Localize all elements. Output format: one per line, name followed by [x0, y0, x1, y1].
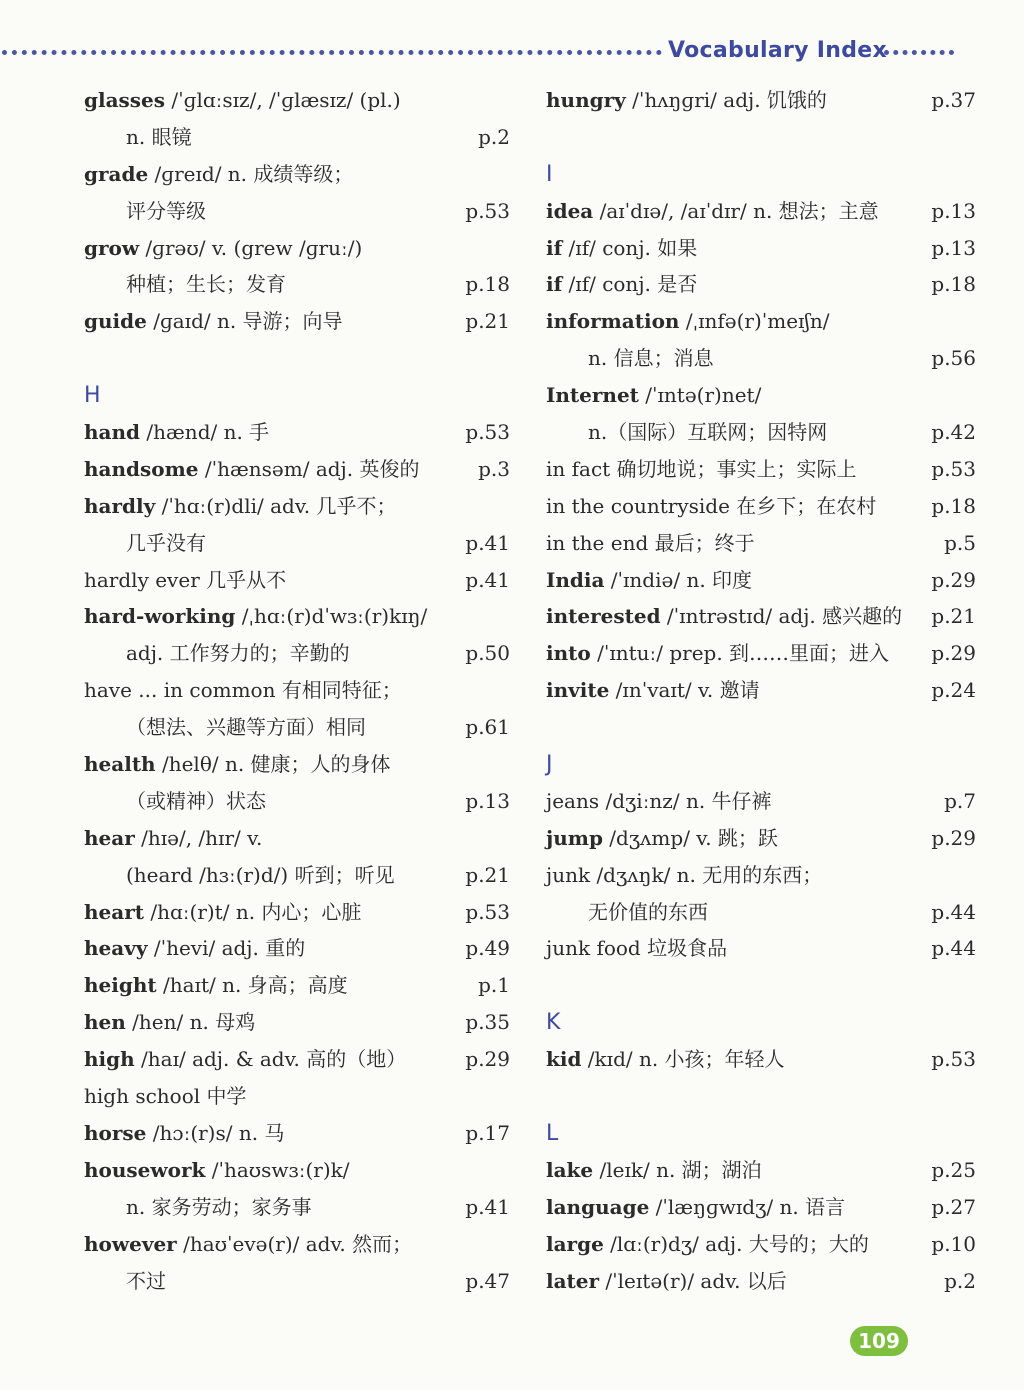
page-ref: p.42: [931, 420, 976, 445]
definition: 种植；生长；发育: [126, 272, 286, 297]
page-ref: p.44: [931, 936, 976, 961]
definition: /hɪə/, /hɪr/ v.: [134, 825, 263, 850]
page-ref: p.21: [931, 604, 976, 629]
definition: jeans /dʒiːnz/ n. 牛仔裤: [546, 788, 772, 813]
vocab-entry: [84, 857, 514, 894]
vocab-entry: [84, 562, 514, 599]
entry-text: [546, 930, 727, 967]
definition: （或精神）状态: [126, 788, 266, 813]
vocab-entry: [546, 1189, 976, 1226]
definition: have ... in common 有相同特征；: [84, 678, 402, 703]
vocab-entry: [546, 672, 976, 709]
headword: if: [546, 235, 563, 260]
page-ref: p.61: [465, 715, 510, 740]
section-letter-label: K: [546, 1010, 561, 1036]
entry-text: [84, 1041, 406, 1078]
page-ref: p.27: [931, 1194, 976, 1219]
definition: /leɪk/ n. 湖；湖泊: [593, 1157, 762, 1182]
definition: /ɪf/ conj. 如果: [562, 235, 698, 260]
entry-text: [84, 119, 192, 156]
page-ref: p.21: [465, 862, 510, 887]
entry-text: [84, 857, 395, 894]
entry-text: [84, 894, 361, 931]
vocab-entry: [546, 377, 976, 414]
page-title: Vocabulary Index: [668, 38, 887, 63]
entry-text: [546, 820, 778, 857]
page-ref: p.53: [465, 198, 510, 223]
headword: Internet: [546, 383, 639, 408]
page-ref: p.49: [465, 936, 510, 961]
right-column: [546, 82, 976, 1299]
headword: housework: [84, 1157, 206, 1182]
headword: health: [84, 752, 156, 777]
definition: /ˈlæŋɡwɪdʒ/ n. 语言: [649, 1194, 846, 1219]
section-letter-label: I: [546, 161, 553, 187]
entry-text: [84, 266, 286, 303]
vocab-entry: [546, 525, 976, 562]
page-ref: p.18: [465, 272, 510, 297]
definition: 评分等级: [126, 198, 206, 223]
definition: adj. 工作努力的；辛勤的: [126, 641, 350, 666]
page-ref: p.56: [931, 346, 976, 371]
headword: grade: [84, 161, 149, 186]
entry-text: [546, 1263, 787, 1300]
headword: heart: [84, 899, 144, 924]
headword: glasses: [84, 88, 166, 112]
headword: hear: [84, 825, 135, 850]
vocab-entry: [546, 1152, 976, 1189]
definition: junk food 垃圾食品: [546, 936, 728, 961]
headword: horse: [84, 1120, 147, 1145]
definition: /haɪt/ n. 身高；高度: [156, 973, 348, 998]
headword: handsome: [84, 456, 199, 481]
page-ref: p.2: [944, 1268, 976, 1293]
page-ref: p.29: [931, 641, 976, 666]
entry-text: [84, 672, 402, 709]
definition: /aɪˈdɪə/, /aɪˈdɪr/ n. 想法；主意: [593, 198, 879, 223]
vocab-entry: [546, 1263, 976, 1300]
page-ref: p.53: [465, 420, 510, 445]
definition: /hænd/ n. 手: [140, 420, 270, 445]
headword: lake: [546, 1157, 594, 1182]
vocab-entry: [84, 451, 514, 488]
entry-text: [546, 783, 772, 820]
vocab-entry: [84, 1115, 514, 1152]
headword: idea: [546, 198, 594, 223]
headword: grow: [84, 235, 140, 260]
vocab-entry: [84, 709, 514, 746]
headword: jump: [546, 825, 603, 850]
entry-text: [84, 1078, 247, 1115]
vocab-entry: [546, 340, 976, 377]
definition: /ɡrəʊ/ v. (grew /ɡruː/): [139, 235, 363, 260]
definition: (heard /hɜː(r)d/) 听到；听见: [126, 862, 395, 887]
vocab-entry: [84, 1152, 514, 1189]
entry-text: [546, 1189, 845, 1226]
vocab-entry: [546, 82, 976, 119]
definition: /ɡreɪd/ n. 成绩等级；: [148, 161, 354, 186]
vocab-entry: [546, 193, 976, 230]
section-letter: [84, 377, 514, 414]
entry-text: [546, 303, 830, 340]
definition: /hɔː(r)s/ n. 马: [146, 1120, 285, 1145]
vocab-entry: [546, 230, 976, 267]
vocab-entry: [84, 303, 514, 340]
definition: /ˈhevi/ adj. 重的: [147, 936, 306, 961]
page-ref: p.35: [465, 1010, 510, 1035]
entry-text: [84, 525, 206, 562]
vocab-entry: [546, 598, 976, 635]
page-ref: p.17: [465, 1120, 510, 1145]
vocab-entry: [84, 1263, 514, 1300]
vocab-entry: [84, 783, 514, 820]
page-ref: p.29: [931, 567, 976, 592]
definition: /hen/ n. 母鸡: [125, 1010, 256, 1035]
definition: 不过: [126, 1268, 166, 1293]
definition: /lɑː(r)dʒ/ adj. 大号的；大的: [603, 1231, 869, 1256]
vocab-entry: [84, 193, 514, 230]
page-ref: p.53: [931, 1047, 976, 1072]
entry-text: [84, 156, 353, 193]
definition: （想法、兴趣等方面）相同: [126, 715, 366, 740]
entry-text: [546, 266, 697, 303]
headword: guide: [84, 309, 147, 334]
page-number-badge: 109: [850, 1326, 908, 1356]
definition: /ˈɪntrəstɪd/ adj. 感兴趣的: [660, 604, 903, 629]
vocab-entry: [546, 303, 976, 340]
vocab-entry: [84, 672, 514, 709]
definition: n. 信息；消息: [588, 346, 714, 371]
entry-text: [546, 230, 697, 267]
section-letter: [546, 1115, 976, 1152]
vocab-entry: [546, 1226, 976, 1263]
entry-text: [84, 1263, 166, 1300]
vocab-entry: [84, 1004, 514, 1041]
entry-text: [546, 193, 879, 230]
page-ref: p.5: [944, 530, 976, 555]
definition: 几乎没有: [126, 530, 206, 555]
headword: kid: [546, 1047, 582, 1072]
headword: information: [546, 309, 680, 334]
headword: into: [546, 641, 591, 666]
page-ref: p.47: [465, 1268, 510, 1293]
definition: /dʒʌmp/ v. 跳；跃: [602, 825, 778, 850]
definition: /ɡaɪd/ n. 导游；向导: [146, 309, 343, 334]
page-ref: p.41: [465, 530, 510, 555]
page-ref: p.13: [931, 235, 976, 260]
entry-text: [84, 303, 343, 340]
headword: high: [84, 1047, 135, 1072]
entry-text: [546, 562, 752, 599]
vocab-entry: [84, 1041, 514, 1078]
entry-text: [546, 451, 857, 488]
vocab-entry: [84, 1078, 514, 1115]
headword: hand: [84, 420, 141, 445]
header-dots-left: [2, 50, 662, 59]
vocab-entry: [546, 930, 976, 967]
section-letter: [546, 156, 976, 193]
definition: 无价值的东西: [588, 899, 708, 924]
entry-text: [546, 672, 760, 709]
entry-text: [546, 635, 889, 672]
page-ref: p.41: [465, 567, 510, 592]
page-ref: p.13: [931, 198, 976, 223]
section-letter-label: H: [84, 383, 101, 409]
entry-text: [546, 857, 822, 894]
definition: /helθ/ n. 健康；人的身体: [155, 752, 391, 777]
definition: /ˈhænsəm/ adj. 英俊的: [198, 456, 420, 481]
entry-text: [546, 414, 827, 451]
entry-text: [84, 820, 262, 857]
vocab-entry: [84, 820, 514, 857]
headword: height: [84, 973, 157, 998]
headword: however: [84, 1231, 177, 1256]
entry-text: [84, 193, 206, 230]
headword: language: [546, 1194, 650, 1219]
definition: hardly ever 几乎从不: [84, 567, 287, 592]
vocab-entry: [84, 746, 514, 783]
definition: in the end 最后；终于: [546, 530, 755, 555]
vocab-entry: [546, 414, 976, 451]
entry-text: [84, 783, 266, 820]
vocab-entry: [546, 488, 976, 525]
entry-text: [546, 1041, 785, 1078]
vocab-entry: [546, 820, 976, 857]
vocab-entry: [84, 119, 514, 156]
header-dots-right: [884, 50, 954, 59]
page-ref: p.18: [931, 272, 976, 297]
headword: if: [546, 272, 563, 297]
page-ref: p.3: [478, 456, 510, 481]
vocab-entry: [546, 783, 976, 820]
page-ref: p.29: [931, 825, 976, 850]
left-column: [84, 82, 514, 1299]
spacer: [546, 709, 976, 746]
vocab-entry: [84, 230, 514, 267]
entry-text: [546, 894, 708, 931]
section-letter-label: L: [546, 1120, 559, 1146]
vocab-entry: [546, 1041, 976, 1078]
definition: /ˈhʌŋɡri/ adj. 饥饿的: [625, 88, 827, 112]
definition: /ˌɪnfə(r)ˈmeɪʃn/: [679, 309, 830, 334]
definition: /ɪf/ conj. 是否: [562, 272, 698, 297]
vocab-entry: [84, 525, 514, 562]
entry-text: [546, 82, 827, 119]
entry-text: [84, 414, 269, 451]
headword: interested: [546, 604, 661, 629]
definition: junk /dʒʌŋk/ n. 无用的东西；: [546, 862, 823, 887]
definition: /ɪnˈvaɪt/ v. 邀请: [609, 678, 760, 703]
entry-text: [84, 598, 427, 635]
headword: hen: [84, 1010, 126, 1035]
entry-text: [84, 230, 362, 267]
entry-text: [84, 1189, 312, 1226]
definition: /ˈɡlɑːsɪz/, /ˈɡlæsɪz/ (pl.): [165, 88, 401, 112]
vocab-entry: [84, 266, 514, 303]
definition: n. 眼镜: [126, 124, 192, 149]
entry-text: [84, 1004, 255, 1041]
entry-text: [84, 562, 286, 599]
page-ref: p.29: [465, 1047, 510, 1072]
definition: high school 中学: [84, 1084, 247, 1109]
headword: large: [546, 1231, 604, 1256]
entry-text: [84, 488, 397, 525]
page-ref: p.2: [478, 124, 510, 149]
vocab-entry: [84, 488, 514, 525]
headword: hardly: [84, 493, 156, 518]
definition: /ˈɪntuː/ prep. 到……里面；进入: [590, 641, 890, 666]
vocab-entry: [84, 635, 514, 672]
definition: /ˈɪndiə/ n. 印度: [604, 567, 753, 592]
vocab-entry: [84, 156, 514, 193]
definition: /ˈleɪtə(r)/ adv. 以后: [599, 1268, 787, 1293]
vocab-entry: [546, 451, 976, 488]
definition: n.（国际）互联网；因特网: [588, 420, 828, 445]
definition: /ˌhɑː(r)dˈwɜː(r)kɪŋ/: [235, 604, 428, 629]
definition: /kɪd/ n. 小孩；年轻人: [581, 1047, 785, 1072]
headword: heavy: [84, 936, 148, 961]
definition: n. 家务劳动；家务事: [126, 1194, 312, 1219]
section-letter: [546, 746, 976, 783]
page-ref: p.24: [931, 678, 976, 703]
headword: invite: [546, 678, 610, 703]
entry-text: [84, 82, 401, 119]
spacer: [546, 967, 976, 1004]
entry-text: [84, 635, 350, 672]
vocab-entry: [84, 967, 514, 1004]
page-ref: p.10: [931, 1231, 976, 1256]
definition: /ˈhaʊswɜː(r)k/: [205, 1157, 350, 1182]
page-header: [0, 38, 1024, 68]
entry-text: [546, 1152, 762, 1189]
entry-text: [84, 930, 305, 967]
vocab-entry: [84, 894, 514, 931]
entry-text: [546, 340, 714, 377]
page-ref: p.18: [931, 493, 976, 518]
vocab-entry: [84, 82, 514, 119]
headword: India: [546, 567, 605, 592]
entry-text: [546, 488, 876, 525]
headword: later: [546, 1268, 600, 1293]
entry-text: [84, 1226, 412, 1263]
definition: /hɑː(r)t/ n. 内心；心脏: [144, 899, 362, 924]
page-ref: p.44: [931, 899, 976, 924]
entry-text: [84, 967, 348, 1004]
page-ref: p.7: [944, 788, 976, 813]
entry-text: [84, 746, 391, 783]
page-ref: p.53: [931, 456, 976, 481]
headword: hard-working: [84, 604, 236, 629]
entry-text: [84, 709, 366, 746]
page-ref: p.13: [465, 788, 510, 813]
entry-text: [84, 451, 419, 488]
entry-text: [546, 1226, 869, 1263]
definition: in the countryside 在乡下；在农村: [546, 493, 877, 518]
headword: hungry: [546, 88, 626, 112]
definition: in fact 确切地说；事实上；实际上: [546, 456, 857, 481]
vocab-entry: [84, 598, 514, 635]
definition: /ˈɪntə(r)net/: [638, 383, 762, 408]
vocab-entry: [546, 562, 976, 599]
definition: /haɪ/ adj. & adv. 高的（地）: [134, 1047, 407, 1072]
vocab-entry: [546, 857, 976, 894]
page-ref: p.50: [465, 641, 510, 666]
section-letter: [546, 1004, 976, 1041]
definition: /haʊˈevə(r)/ adv. 然而；: [176, 1231, 413, 1256]
vocab-entry: [546, 266, 976, 303]
definition: /ˈhɑː(r)dli/ adv. 几乎不；: [155, 493, 397, 518]
vocab-entry: [546, 635, 976, 672]
vocab-entry: [84, 930, 514, 967]
entry-text: [84, 1152, 349, 1189]
page-ref: p.37: [931, 88, 976, 112]
entry-text: [546, 525, 755, 562]
vocab-entry: [84, 414, 514, 451]
entry-text: [546, 598, 902, 635]
vocab-entry: [84, 1226, 514, 1263]
page-ref: p.25: [931, 1157, 976, 1182]
spacer: [84, 340, 514, 377]
page-ref: p.1: [478, 973, 510, 998]
entry-text: [84, 1115, 284, 1152]
page-ref: p.21: [465, 309, 510, 334]
section-letter-label: J: [546, 752, 553, 778]
spacer: [546, 119, 976, 156]
page-ref: p.41: [465, 1194, 510, 1219]
vocab-entry: [546, 894, 976, 931]
vocab-entry: [84, 1189, 514, 1226]
entry-text: [546, 377, 761, 414]
spacer: [546, 1078, 976, 1115]
page-ref: p.53: [465, 899, 510, 924]
